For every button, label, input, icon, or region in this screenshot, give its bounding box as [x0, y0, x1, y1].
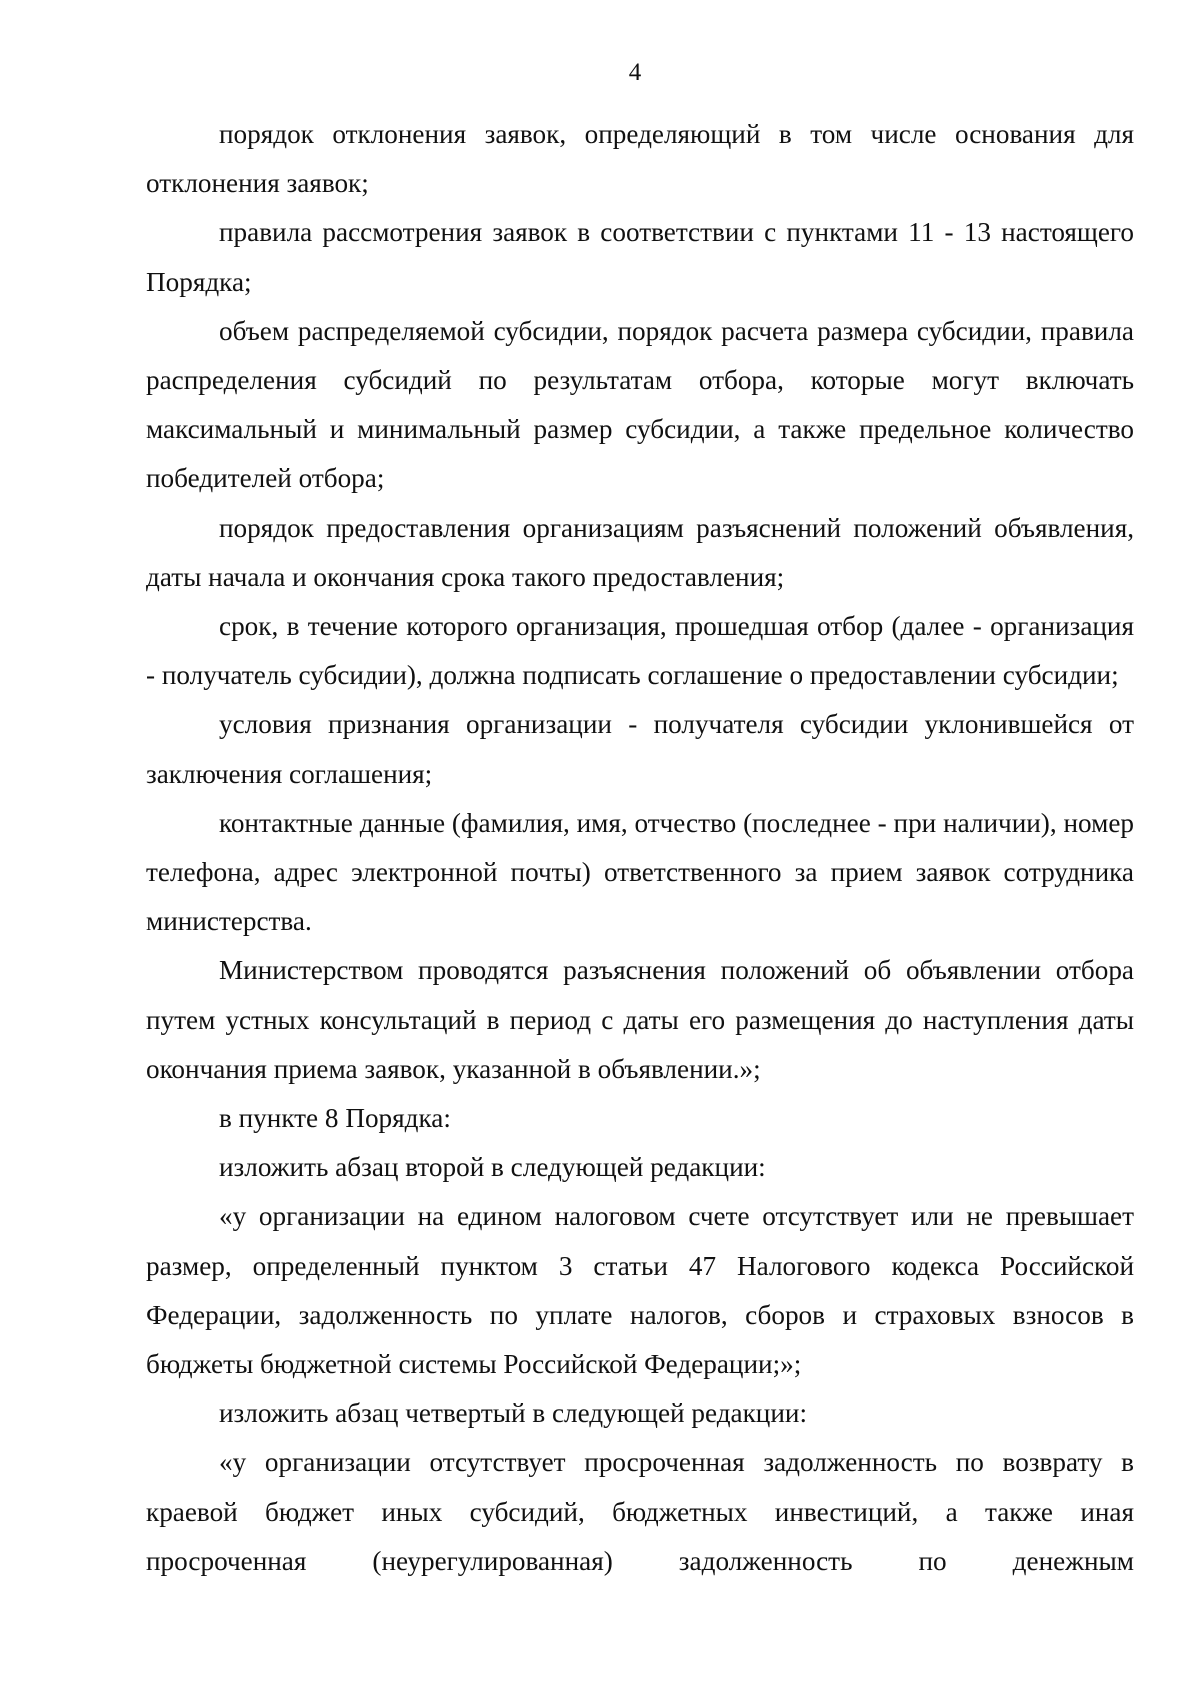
paragraph: порядок отклонения заявок, определяющий в том числе основания для отклонения заявок;: [146, 119, 1134, 199]
document-body: [146, 110, 1134, 1586]
paragraph: объем распределяемой субсидии, порядок расчета размера субсидии, правила распределения субсидий по результатам отбора, которые могут включать максимальный и минимальный размер субсидии, а также предельное количество победителей отбора;: [146, 315, 1134, 494]
paragraph: контактные данные (фамилия, имя, отчество (последнее - при наличии), номер телефона, адрес электронной почты) ответственного за прием заявок сотрудника министерства.: [146, 807, 1134, 937]
paragraph: условия признания организации - получателя субсидии уклонившейся от заключения соглашения;: [146, 709, 1134, 789]
paragraph: «у организации на едином налоговом счете отсутствует или не превышает размер, определенный пунктом 3 статьи 47 Налогового кодекса Российской Федерации, задолженность по уплате налогов, сборов и страховых взносов в бюджеты бюджетной системы Российской Федерации;»;: [146, 1201, 1134, 1380]
paragraph: в пункте 8 Порядка:: [219, 1103, 451, 1134]
paragraph: порядок предоставления организациям разъяснений положений объявления, даты начала и окончания срока такого предоставления;: [146, 512, 1134, 592]
paragraph: «у организации отсутствует просроченная задолженность по возврату в краевой бюджет иных субсидий, бюджетных инвестиций, а также иная просроченная (неурегулированная) задолженность по денежным: [146, 1447, 1134, 1576]
paragraph: правила рассмотрения заявок в соответствии с пунктами 11 - 13 настоящего Порядка;: [146, 217, 1134, 297]
paragraph: срок, в течение которого организация, прошедшая отбор (далее - организация - получатель субсидии), должна подписать соглашение о предоставлении субсидии;: [146, 611, 1134, 691]
paragraph: изложить абзац четвертый в следующей редакции:: [219, 1398, 808, 1429]
page-number: 4: [628, 59, 642, 86]
paragraph: изложить абзац второй в следующей редакции:: [219, 1152, 766, 1183]
paragraph: Министерством проводятся разъяснения положений об объявлении отбора путем устных консультаций в период с даты его размещения до наступления даты окончания приема заявок, указанной в объявлении.»;: [146, 955, 1134, 1084]
